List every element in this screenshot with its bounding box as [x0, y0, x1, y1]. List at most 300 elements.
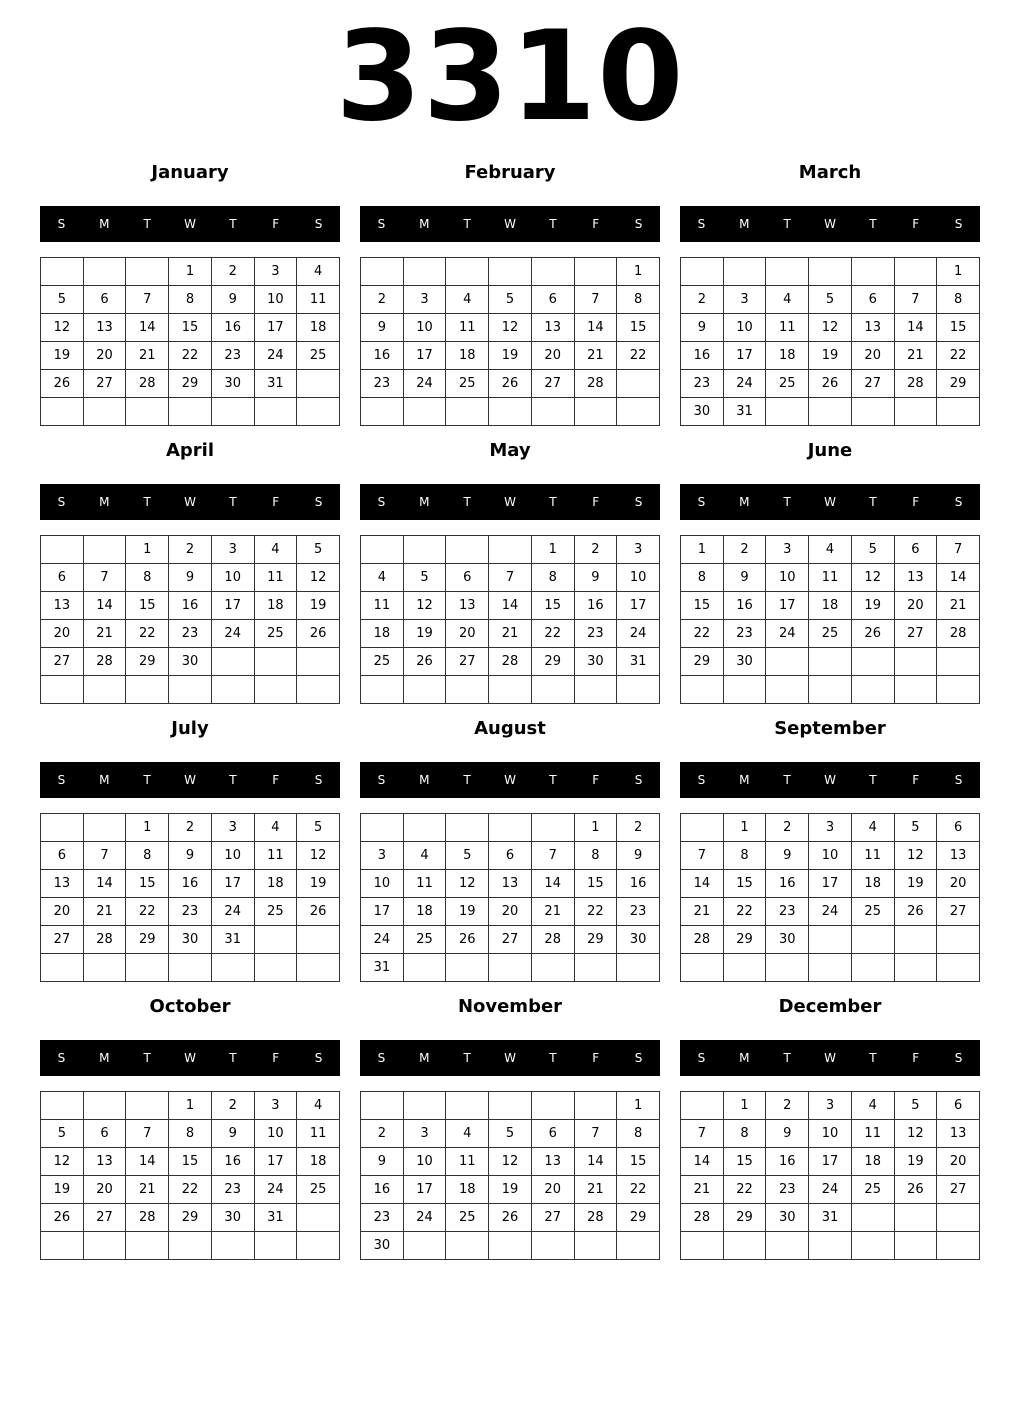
day-cell: 3: [766, 536, 809, 564]
day-cell: 16: [361, 1176, 404, 1204]
day-cell: [404, 954, 447, 982]
day-cell: 5: [489, 286, 532, 314]
day-cell: 12: [404, 592, 447, 620]
day-cell: 15: [617, 1148, 660, 1176]
day-cell: 20: [852, 342, 895, 370]
day-cell: 22: [575, 898, 618, 926]
day-cell: 20: [489, 898, 532, 926]
day-cell: [681, 1232, 724, 1260]
day-cell: [766, 258, 809, 286]
day-cell: 23: [681, 370, 724, 398]
day-cell: 15: [575, 870, 618, 898]
day-cell: 11: [766, 314, 809, 342]
day-cell: [809, 648, 852, 676]
day-cell: [404, 398, 447, 426]
day-cell: [297, 1232, 340, 1260]
day-cell: 11: [297, 286, 340, 314]
weekday-label: S: [634, 773, 643, 787]
weekday-label: W: [824, 773, 836, 787]
day-cell: 2: [212, 258, 255, 286]
day-cell: [446, 676, 489, 704]
weekday-label: S: [954, 495, 963, 509]
day-cell: 25: [809, 620, 852, 648]
day-cell: [724, 676, 767, 704]
day-cell: 5: [852, 536, 895, 564]
day-cell: 24: [404, 370, 447, 398]
day-cell: 23: [617, 898, 660, 926]
weekday-label: S: [697, 1051, 706, 1065]
day-cell: 22: [724, 898, 767, 926]
day-cell: 7: [575, 1120, 618, 1148]
day-cell: 25: [361, 648, 404, 676]
day-cell: 25: [446, 370, 489, 398]
day-grid: [40, 535, 340, 704]
month-name: February: [464, 162, 556, 183]
day-cell: 1: [126, 536, 169, 564]
day-cell: [404, 536, 447, 564]
day-grid: [360, 813, 660, 982]
day-cell: [126, 1092, 169, 1120]
day-cell: 27: [532, 1204, 575, 1232]
month-name: September: [774, 718, 886, 739]
day-cell: 21: [84, 620, 127, 648]
day-cell: 21: [532, 898, 575, 926]
day-cell: 8: [169, 1120, 212, 1148]
day-cell: 21: [575, 1176, 618, 1204]
day-cell: 28: [937, 620, 980, 648]
day-cell: 15: [724, 870, 767, 898]
day-cell: 29: [937, 370, 980, 398]
day-cell: 12: [895, 842, 938, 870]
day-cell: 7: [895, 286, 938, 314]
day-cell: [852, 926, 895, 954]
day-cell: 28: [681, 1204, 724, 1232]
day-cell: [766, 648, 809, 676]
day-cell: 25: [297, 342, 340, 370]
day-cell: 11: [361, 592, 404, 620]
weekday-label: F: [592, 1051, 600, 1065]
day-cell: [255, 1232, 298, 1260]
day-cell: 26: [809, 370, 852, 398]
day-cell: [212, 1232, 255, 1260]
day-cell: [489, 258, 532, 286]
day-cell: 12: [297, 564, 340, 592]
day-cell: 9: [575, 564, 618, 592]
day-cell: 21: [489, 620, 532, 648]
day-cell: 26: [297, 898, 340, 926]
day-cell: 7: [681, 1120, 724, 1148]
day-cell: [617, 1232, 660, 1260]
day-cell: 21: [84, 898, 127, 926]
weekday-label: S: [954, 217, 963, 231]
year-title: 3310: [335, 5, 685, 149]
day-cell: 29: [169, 1204, 212, 1232]
day-cell: 30: [681, 398, 724, 426]
day-cell: 5: [895, 1092, 938, 1120]
day-cell: [937, 1232, 980, 1260]
day-cell: [84, 676, 127, 704]
day-cell: 30: [169, 926, 212, 954]
weekday-header: [680, 762, 980, 798]
weekday-label: T: [783, 773, 791, 787]
day-cell: 28: [489, 648, 532, 676]
day-cell: 3: [255, 1092, 298, 1120]
weekday-label: F: [912, 495, 920, 509]
day-cell: [126, 398, 169, 426]
weekday-label: W: [504, 217, 516, 231]
day-cell: [766, 954, 809, 982]
day-cell: 27: [489, 926, 532, 954]
day-cell: [84, 814, 127, 842]
day-cell: 26: [895, 1176, 938, 1204]
day-cell: [446, 814, 489, 842]
day-cell: 25: [852, 898, 895, 926]
day-cell: 13: [41, 592, 84, 620]
day-cell: 11: [297, 1120, 340, 1148]
day-cell: [361, 398, 404, 426]
day-cell: 13: [937, 1120, 980, 1148]
weekday-label: S: [377, 495, 386, 509]
day-cell: [617, 370, 660, 398]
weekday-label: S: [697, 217, 706, 231]
day-cell: 8: [575, 842, 618, 870]
day-grid: [680, 813, 980, 982]
day-cell: 21: [937, 592, 980, 620]
weekday-label: T: [463, 495, 471, 509]
day-cell: 22: [532, 620, 575, 648]
day-cell: 9: [212, 1120, 255, 1148]
weekday-label: S: [954, 1051, 963, 1065]
day-cell: [41, 954, 84, 982]
weekday-label: F: [592, 495, 600, 509]
day-cell: [617, 954, 660, 982]
day-cell: 10: [617, 564, 660, 592]
day-cell: 19: [404, 620, 447, 648]
day-cell: 30: [766, 926, 809, 954]
day-cell: 22: [681, 620, 724, 648]
day-cell: 30: [724, 648, 767, 676]
day-cell: 27: [852, 370, 895, 398]
day-cell: 13: [852, 314, 895, 342]
day-cell: 23: [212, 342, 255, 370]
weekday-label: T: [549, 495, 557, 509]
day-cell: 21: [575, 342, 618, 370]
day-cell: 27: [895, 620, 938, 648]
day-cell: 8: [169, 286, 212, 314]
day-cell: 3: [255, 258, 298, 286]
day-cell: 22: [724, 1176, 767, 1204]
day-cell: 30: [766, 1204, 809, 1232]
weekday-label: S: [314, 773, 323, 787]
day-cell: 11: [809, 564, 852, 592]
day-cell: [41, 1232, 84, 1260]
day-cell: 5: [41, 1120, 84, 1148]
day-cell: 5: [895, 814, 938, 842]
day-cell: 16: [766, 1148, 809, 1176]
day-cell: 14: [126, 314, 169, 342]
day-cell: 27: [532, 370, 575, 398]
day-cell: 18: [404, 898, 447, 926]
day-cell: [937, 954, 980, 982]
weekday-label: M: [739, 1051, 750, 1065]
day-cell: [41, 676, 84, 704]
day-cell: 10: [212, 564, 255, 592]
day-cell: 13: [532, 1148, 575, 1176]
day-cell: 1: [575, 814, 618, 842]
day-cell: [404, 814, 447, 842]
month-name: March: [798, 162, 862, 183]
day-cell: 30: [212, 1204, 255, 1232]
day-cell: [937, 398, 980, 426]
day-cell: [895, 954, 938, 982]
day-cell: [489, 676, 532, 704]
day-cell: [361, 814, 404, 842]
day-cell: [297, 398, 340, 426]
day-cell: 22: [126, 620, 169, 648]
day-cell: [84, 398, 127, 426]
weekday-label: S: [377, 773, 386, 787]
day-cell: 9: [681, 314, 724, 342]
day-cell: [489, 814, 532, 842]
day-cell: 28: [126, 1204, 169, 1232]
day-cell: 13: [489, 870, 532, 898]
day-cell: 11: [255, 842, 298, 870]
day-cell: 8: [724, 1120, 767, 1148]
day-cell: 25: [852, 1176, 895, 1204]
day-cell: 14: [532, 870, 575, 898]
day-cell: 13: [895, 564, 938, 592]
weekday-label: S: [697, 773, 706, 787]
day-cell: 16: [681, 342, 724, 370]
day-cell: 10: [766, 564, 809, 592]
day-cell: 28: [895, 370, 938, 398]
day-cell: 16: [575, 592, 618, 620]
day-cell: [489, 954, 532, 982]
day-cell: 4: [852, 1092, 895, 1120]
day-cell: [404, 676, 447, 704]
day-cell: [937, 1204, 980, 1232]
day-cell: [937, 676, 980, 704]
day-cell: 14: [84, 592, 127, 620]
weekday-header: [40, 1040, 340, 1076]
day-cell: 17: [212, 592, 255, 620]
day-cell: [126, 954, 169, 982]
day-cell: [489, 536, 532, 564]
weekday-label: S: [57, 495, 66, 509]
day-cell: 17: [361, 898, 404, 926]
day-cell: [489, 1092, 532, 1120]
day-cell: 12: [41, 314, 84, 342]
day-cell: 17: [809, 870, 852, 898]
day-cell: 3: [809, 1092, 852, 1120]
day-cell: 13: [446, 592, 489, 620]
day-grid: [680, 535, 980, 704]
day-cell: 9: [724, 564, 767, 592]
day-cell: 29: [532, 648, 575, 676]
weekday-label: F: [592, 217, 600, 231]
day-cell: 11: [852, 842, 895, 870]
day-cell: 27: [446, 648, 489, 676]
day-cell: 1: [169, 258, 212, 286]
day-cell: [84, 1092, 127, 1120]
day-cell: 9: [766, 842, 809, 870]
day-cell: 21: [895, 342, 938, 370]
weekday-label: M: [99, 217, 110, 231]
weekday-label: T: [869, 773, 877, 787]
day-cell: [895, 926, 938, 954]
day-cell: [575, 1092, 618, 1120]
day-cell: 4: [766, 286, 809, 314]
weekday-label: T: [143, 217, 151, 231]
day-cell: 11: [446, 314, 489, 342]
weekday-label: T: [783, 217, 791, 231]
day-cell: 2: [681, 286, 724, 314]
weekday-label: F: [272, 773, 280, 787]
day-cell: [766, 1232, 809, 1260]
weekday-label: S: [634, 217, 643, 231]
day-cell: 24: [361, 926, 404, 954]
weekday-label: T: [463, 217, 471, 231]
day-cell: 13: [84, 1148, 127, 1176]
day-cell: 3: [724, 286, 767, 314]
day-grid: [680, 1091, 980, 1260]
day-cell: 31: [255, 1204, 298, 1232]
day-cell: [212, 676, 255, 704]
day-cell: 22: [169, 342, 212, 370]
day-cell: 25: [404, 926, 447, 954]
day-cell: 28: [575, 1204, 618, 1232]
weekday-label: S: [314, 1051, 323, 1065]
day-cell: [489, 1232, 532, 1260]
day-cell: 20: [532, 1176, 575, 1204]
day-cell: 5: [297, 536, 340, 564]
day-cell: 10: [724, 314, 767, 342]
day-cell: 15: [169, 1148, 212, 1176]
weekday-label: M: [419, 495, 430, 509]
day-cell: 14: [575, 1148, 618, 1176]
day-cell: 30: [617, 926, 660, 954]
day-cell: 2: [766, 814, 809, 842]
day-cell: 26: [297, 620, 340, 648]
day-cell: 24: [724, 370, 767, 398]
day-cell: 19: [852, 592, 895, 620]
day-cell: 5: [446, 842, 489, 870]
day-cell: 4: [446, 286, 489, 314]
day-cell: [255, 954, 298, 982]
day-cell: [84, 954, 127, 982]
day-cell: [446, 258, 489, 286]
day-cell: 9: [361, 314, 404, 342]
day-cell: [809, 954, 852, 982]
day-cell: 6: [852, 286, 895, 314]
day-cell: 20: [84, 1176, 127, 1204]
day-cell: 6: [489, 842, 532, 870]
day-cell: 11: [404, 870, 447, 898]
day-cell: [852, 398, 895, 426]
weekday-label: T: [143, 1051, 151, 1065]
day-cell: 19: [297, 870, 340, 898]
day-cell: 8: [126, 564, 169, 592]
day-cell: 2: [361, 286, 404, 314]
day-cell: 15: [937, 314, 980, 342]
day-cell: 17: [404, 1176, 447, 1204]
day-cell: 16: [169, 870, 212, 898]
day-cell: 8: [532, 564, 575, 592]
day-cell: [212, 648, 255, 676]
day-cell: 7: [126, 286, 169, 314]
day-cell: [532, 258, 575, 286]
day-cell: 28: [575, 370, 618, 398]
day-cell: 14: [681, 870, 724, 898]
weekday-label: T: [549, 217, 557, 231]
day-cell: 19: [489, 1176, 532, 1204]
day-cell: 28: [532, 926, 575, 954]
day-cell: 3: [404, 1120, 447, 1148]
day-cell: 29: [617, 1204, 660, 1232]
weekday-label: T: [869, 495, 877, 509]
day-cell: 1: [169, 1092, 212, 1120]
day-cell: 25: [255, 898, 298, 926]
day-cell: 18: [297, 1148, 340, 1176]
day-cell: 8: [681, 564, 724, 592]
weekday-label: S: [634, 495, 643, 509]
day-cell: [361, 536, 404, 564]
day-cell: 2: [212, 1092, 255, 1120]
day-cell: 25: [255, 620, 298, 648]
day-cell: 8: [724, 842, 767, 870]
day-grid: [360, 535, 660, 704]
day-grid: [360, 1091, 660, 1260]
weekday-label: W: [504, 495, 516, 509]
weekday-label: T: [229, 1051, 237, 1065]
day-cell: 22: [126, 898, 169, 926]
day-cell: [852, 676, 895, 704]
day-cell: 14: [489, 592, 532, 620]
day-cell: 14: [895, 314, 938, 342]
day-cell: 8: [617, 1120, 660, 1148]
day-cell: [532, 398, 575, 426]
weekday-label: T: [143, 495, 151, 509]
day-cell: 5: [809, 286, 852, 314]
day-cell: [809, 676, 852, 704]
day-cell: 19: [489, 342, 532, 370]
weekday-label: M: [99, 773, 110, 787]
day-cell: [617, 676, 660, 704]
day-cell: 21: [126, 1176, 169, 1204]
day-cell: 2: [169, 814, 212, 842]
day-cell: [809, 258, 852, 286]
day-cell: 26: [895, 898, 938, 926]
day-cell: 6: [895, 536, 938, 564]
day-cell: 15: [169, 314, 212, 342]
day-cell: 13: [41, 870, 84, 898]
day-cell: 19: [895, 1148, 938, 1176]
day-cell: 17: [255, 314, 298, 342]
day-cell: 13: [84, 314, 127, 342]
day-cell: 4: [852, 814, 895, 842]
day-cell: 24: [404, 1204, 447, 1232]
day-cell: 18: [766, 342, 809, 370]
day-cell: 10: [809, 1120, 852, 1148]
weekday-label: M: [99, 1051, 110, 1065]
day-cell: 16: [212, 314, 255, 342]
day-cell: 18: [446, 342, 489, 370]
day-cell: 9: [212, 286, 255, 314]
month-name: January: [151, 162, 229, 183]
day-cell: 29: [724, 926, 767, 954]
weekday-label: S: [57, 217, 66, 231]
day-cell: 3: [404, 286, 447, 314]
